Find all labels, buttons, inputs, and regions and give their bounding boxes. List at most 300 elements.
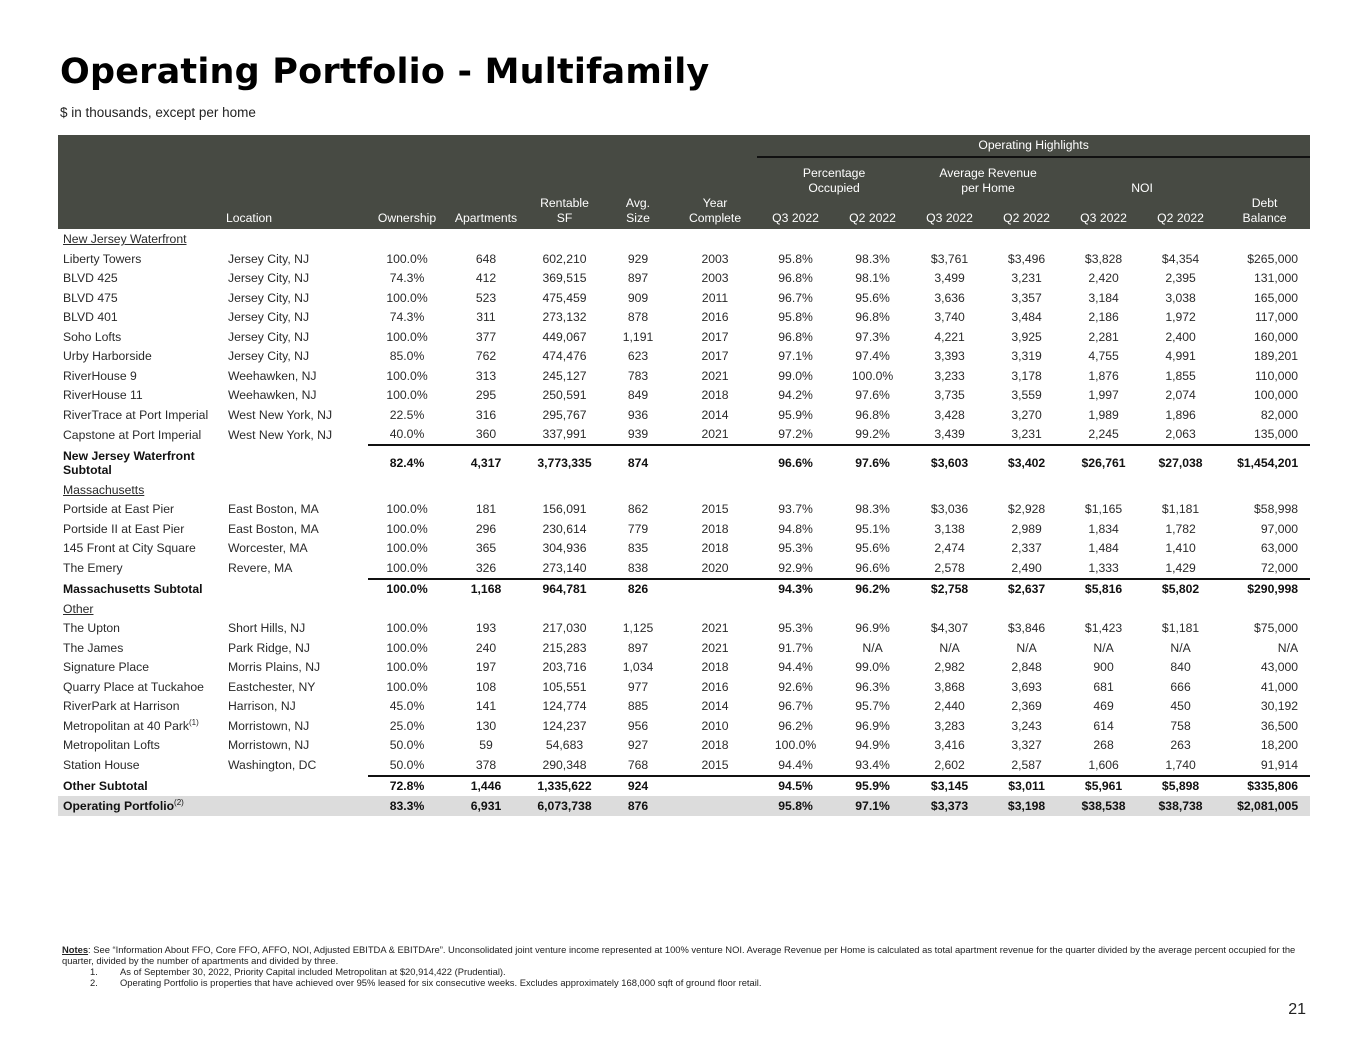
table-row [58,249,1310,269]
avg-size-cell: 849 [627,388,649,403]
ownership-cell: 100.0% [386,541,428,556]
noi-q3-cell: 1,333 [1065,558,1142,579]
section-label: Other [63,601,94,616]
table-row [58,558,1310,579]
occupied-q3-cell: 96.2% [778,718,813,733]
year-complete-cell: 2016 [701,679,729,694]
debt-balance-cell: 110,000 [1254,368,1299,383]
debt-balance-cell: $58,998 [1254,502,1299,517]
apartments-cell: 313 [475,368,497,383]
location-header: Location [220,196,368,229]
table-row [58,736,1310,756]
noi-q3-cell: $1,423 [1084,621,1123,636]
revenue-q2-cell: 3,484 [1011,310,1042,325]
occupied-q2-cell: 100.0% [851,368,894,383]
avg-size-cell: 936 [627,407,649,422]
property-name-cell: RiverTrace at Port Imperial [63,407,209,422]
occupied-q3-cell: 94.8% [778,521,813,536]
property-name-cell: New Jersey Waterfront Subtotal [63,448,195,477]
rentable-sf-cell: 369,515 [542,271,587,286]
apartments-cell: 360 [446,425,526,446]
avg-size-cell: 885 [627,699,649,714]
table-row [58,425,1310,446]
noi-q3-cell: $38,538 [1065,796,1142,816]
noi-q2-cell: 3,038 [1165,290,1196,305]
year-complete-cell: 2021 [701,368,729,383]
year-complete-cell: 2015 [673,755,757,776]
ownership-cell: 100.0% [386,679,428,694]
location-cell: Morristown, NJ [228,718,310,733]
debt-balance-cell: 135,000 [1219,425,1310,446]
noi-q3-cell: 2,281 [1088,329,1119,344]
revenue-q3-cell: 2,578 [911,558,988,579]
section-header-row [58,480,1310,500]
section-header-row [58,229,1310,249]
page-title: Operating Portfolio - Multifamily [60,52,710,92]
year-complete-cell: 2018 [701,738,729,753]
location-cell: West New York, NJ [228,427,333,442]
table-row [58,539,1310,559]
ownership-cell: 100.0% [386,582,428,597]
noi-q3-cell: 614 [1093,718,1114,733]
avg-size-cell: 897 [627,640,649,655]
property-name-cell: Soho Lofts [63,329,122,344]
property-name-cell: Urby Harborside [63,349,152,364]
property-name-cell: The James [63,640,124,655]
location-cell: Jersey City, NJ [228,349,310,364]
revenue-q2-cell: $3,011 [1008,779,1045,794]
subtotal-row [58,776,1310,797]
occupied-q2-cell: 96.9% [855,718,890,733]
occupied-q2-cell: 97.6% [855,388,890,403]
avg-size-cell: 783 [627,368,649,383]
noi-q2-cell: 1,429 [1142,558,1219,579]
noi-q2-cell: 2,063 [1142,425,1219,446]
apartments-cell: 316 [475,407,497,422]
apartments-cell: 378 [446,755,526,776]
year-complete-cell: 2018 [701,541,729,556]
table-row [58,500,1310,520]
table-header [58,135,1310,229]
property-name-cell: Capstone at Port Imperial [63,427,202,442]
occupied-q2-cell: 97.6% [855,456,890,470]
apartments-cell: 181 [475,502,497,517]
avg-size-cell: 876 [603,796,673,816]
rentable-sf-cell: 602,210 [542,251,587,266]
table-row [58,677,1310,697]
operating-highlights-header: Operating Highlights [757,135,1310,157]
debt-balance-cell: 43,000 [1260,660,1299,675]
noi-q2-cell: 1,740 [1142,755,1219,776]
table-body [58,229,1310,816]
table-row [58,405,1310,425]
noi-q2-cell: 263 [1170,738,1191,753]
occupied-q3-cell: 96.8% [778,329,813,344]
location-cell: East Boston, MA [228,502,319,517]
year-complete-cell: 2017 [701,329,729,344]
year-complete-cell: 2018 [701,660,729,675]
apartments-cell: 365 [475,541,497,556]
location-cell: Morristown, NJ [228,738,310,753]
revenue-q2-cell: 3,327 [1011,738,1042,753]
ownership-cell: 72.8% [389,779,425,794]
year-complete-cell: 2014 [701,407,729,422]
occupied-q2-cell: 95.9% [855,779,890,794]
page-number: 21 [1288,1001,1306,1018]
ownership-cell: 100.0% [386,368,428,383]
debt-balance-cell: 63,000 [1260,541,1299,556]
revenue-q2-cell: $3,496 [1007,251,1046,266]
avg-size-cell: 977 [627,679,649,694]
noi-q2-cell: 450 [1170,699,1191,714]
location-cell: Weehawken, NJ [228,368,317,383]
ownership-cell: 100.0% [386,640,428,655]
rentable-sf-cell: 295,767 [542,407,587,422]
avg-size-cell: 897 [627,271,649,286]
occupied-q3-cell: 96.8% [778,271,813,286]
noi-q3-cell: 469 [1093,699,1114,714]
avg-size-cell: 1,125 [622,621,654,636]
location-cell: Jersey City, NJ [228,271,310,286]
rentable-sf-cell: 230,614 [542,521,587,536]
revenue-q2-cell: $2,637 [1007,582,1046,597]
occupied-q2-cell: 95.6% [855,541,890,556]
location-cell: West New York, NJ [228,407,333,422]
revenue-q2-cell: 2,587 [988,755,1065,776]
revenue-q3-cell: 3,428 [934,407,965,422]
rentable-sf-cell: 105,551 [542,679,587,694]
noi-q3-cell: 2,186 [1088,310,1119,325]
noi-q2-cell: 1,782 [1165,521,1196,536]
revenue-q3-cell: 3,868 [934,679,965,694]
revenue-q2-cell: $2,928 [1007,502,1046,517]
noi-q3-cell: $1,165 [1084,502,1123,517]
property-name-cell: Metropolitan at 40 Park$^{(1)}$ [63,718,199,734]
rentable-sf-cell: 124,237 [542,718,587,733]
apartments-cell: 523 [475,290,497,305]
rentable-sf-cell: 1,335,622 [537,779,592,794]
revenue-q3-cell: $2,758 [930,582,969,597]
revenue-q3-cell: $3,761 [930,251,969,266]
property-name-cell: Portside II at East Pier [63,521,185,536]
noi-q3-cell: 4,755 [1088,349,1119,364]
rentable-sf-cell: 203,716 [542,660,587,675]
ownership-cell: 22.5% [389,407,425,422]
occupied-q3-cell: 95.3% [778,541,813,556]
revenue-q2-cell: 3,357 [1011,290,1042,305]
revenue-q2-cell: N/A [1016,640,1037,655]
noi-q2-cell: 2,074 [1165,388,1196,403]
property-name-cell: BLVD 475 [63,290,118,305]
revenue-q2-cell: 2,490 [988,558,1065,579]
property-name-cell: BLVD 425 [63,271,118,286]
noi-q3-cell: $5,816 [1084,582,1123,597]
rentable-sf-cell: 215,283 [542,640,587,655]
debt-balance-header: Debt Balance [1219,196,1310,229]
noi-q2-header: Q2 2022 [1142,196,1219,229]
year-complete-cell: 2021 [701,640,729,655]
year-complete-cell: 2018 [701,388,729,403]
revenue-q2-cell: 2,369 [1011,699,1042,714]
footnote-1: 1. As of September 30, 2022, Priority Capital included Metropolitan at $20,914,422 (Prudential). [90,966,506,977]
ownership-cell: 100.0% [368,558,446,579]
year-complete-cell: 2021 [701,621,729,636]
revenue-q3-cell: 3,416 [934,738,965,753]
occupied-q3-cell: 91.7% [778,640,813,655]
avg-size-cell: 939 [603,425,673,446]
revenue-q3-cell: 2,602 [911,755,988,776]
rentable-sf-cell: 250,591 [542,388,587,403]
property-name-cell: Other Subtotal [63,778,148,793]
table-row [58,716,1310,736]
ownership-cell: 50.0% [389,738,425,753]
noi-q2-cell: 666 [1170,679,1191,694]
year-complete-cell: 2020 [673,558,757,579]
apartments-cell: 193 [475,621,497,636]
location-cell [220,776,368,797]
year-complete-cell: 2011 [701,290,729,305]
avg-size-cell: 874 [627,456,649,470]
apartments-cell: 6,931 [446,796,526,816]
debt-balance-cell: 189,201 [1254,349,1299,364]
notes-paragraph [62,944,1307,966]
occupied-q3-cell: 93.7% [778,502,813,517]
noi-q2-cell: 1,855 [1165,368,1196,383]
noi-q2-cell: $27,038 [1158,456,1203,470]
noi-q2-cell: 2,395 [1165,271,1196,286]
avg-size-cell: 927 [627,738,649,753]
apartments-cell: 1,446 [470,779,502,794]
noi-q3-cell: 3,184 [1088,290,1119,305]
noi-q3-cell: 268 [1093,738,1114,753]
noi-q2-cell: 758 [1170,718,1191,733]
rentable-sf-cell: 290,348 [526,755,603,776]
location-cell: Short Hills, NJ [228,621,306,636]
rentable-sf-cell: 474,476 [542,349,587,364]
revenue-q2-cell: 3,231 [1011,271,1042,286]
occupied-q3-header: Q3 2022 [757,196,834,229]
revenue-q3-cell: $3,603 [930,456,969,470]
debt-balance-cell: 160,000 [1254,329,1299,344]
debt-balance-cell: 18,200 [1260,738,1299,753]
noi-q3-cell: 2,420 [1088,271,1119,286]
rentable-sf-header: Rentable SF [526,196,603,229]
debt-balance-cell: 117,000 [1254,310,1299,325]
location-cell [220,579,368,600]
occupied-q2-cell: 95.6% [855,290,890,305]
occupied-q3-cell: 97.1% [778,349,813,364]
ownership-cell: 74.3% [389,310,425,325]
noi-q2-cell: 1,410 [1165,541,1196,556]
notes-section [62,944,1307,988]
ownership-cell: 25.0% [389,718,425,733]
occupied-q2-cell: 96.3% [855,679,890,694]
ownership-cell: 74.3% [389,271,425,286]
revenue-q3-cell: 3,393 [934,349,965,364]
portfolio-table-container [58,135,1305,816]
table-row [58,519,1310,539]
ownership-cell: 45.0% [389,699,425,714]
apartments-cell: 130 [475,718,497,733]
location-cell: Weehawken, NJ [228,388,317,403]
ownership-cell: 85.0% [389,349,425,364]
location-cell: East Boston, MA [228,521,319,536]
avg-size-cell: 768 [603,755,673,776]
revenue-q3-cell: N/A [939,640,960,655]
subtotal-row [58,445,1310,480]
noi-q2-cell: $1,181 [1161,502,1200,517]
debt-balance-cell: 165,000 [1254,290,1299,305]
noi-q3-cell: $3,828 [1084,251,1123,266]
page-subtitle: $ in thousands, except per home [60,105,256,120]
location-cell: Worcester, MA [228,541,308,556]
noi-q2-cell: 4,991 [1165,349,1196,364]
noi-q2-cell: 840 [1170,660,1191,675]
ownership-cell: 50.0% [368,755,446,776]
section-label: Massachusetts [63,482,145,497]
ownership-cell: 100.0% [386,502,428,517]
occupied-q3-cell: 94.3% [778,582,813,597]
occupied-q3-cell: 94.2% [778,388,813,403]
property-name-cell: Metropolitan Lofts [63,738,160,753]
apartments-cell: 141 [475,699,497,714]
occupied-q2-cell: 98.3% [855,502,890,517]
table-row [58,386,1310,406]
avg-size-cell: 956 [627,718,649,733]
avg-size-cell: 623 [627,349,649,364]
section-label: New Jersey Waterfront [63,232,187,247]
footnote-ref: (2) [174,798,184,808]
avg-size-cell: 826 [627,582,649,597]
apartments-cell: 326 [446,558,526,579]
ownership-cell: 100.0% [386,329,428,344]
property-name-cell: The Emery [63,561,123,576]
revenue-q3-cell: 3,740 [934,310,965,325]
occupied-q2-cell: 98.3% [855,251,890,266]
subtotal-row [58,579,1310,600]
year-complete-cell: 2017 [701,349,729,364]
revenue-q2-cell: 3,559 [1011,388,1042,403]
avg-size-cell: 779 [627,521,649,536]
revenue-q3-cell: 2,474 [934,541,965,556]
revenue-q3-header: Q3 2022 [911,196,988,229]
avg-size-cell: 1,191 [622,329,654,344]
avg-size-cell: 909 [627,290,649,305]
revenue-q2-cell: 3,319 [1011,349,1042,364]
revenue-q3-cell: 3,735 [934,388,965,403]
revenue-q3-cell: 3,283 [934,718,965,733]
debt-balance-cell: 131,000 [1254,271,1299,286]
location-cell: Park Ridge, NJ [228,640,310,655]
year-complete-cell: 2021 [673,425,757,446]
occupied-q2-cell: 98.1% [855,271,890,286]
revenue-q3-cell: 3,439 [911,425,988,446]
occupied-q2-cell: 94.9% [855,738,890,753]
table-row [58,697,1310,717]
noi-q3-cell: 681 [1093,679,1114,694]
apartments-header: Apartments [446,196,526,229]
occupied-q2-cell: 96.8% [855,407,890,422]
occupied-q2-cell: 97.3% [855,329,890,344]
ownership-cell: 100.0% [386,290,428,305]
property-name-cell: RiverHouse 11 [63,388,143,403]
noi-q2-cell: 1,896 [1165,407,1196,422]
rentable-sf-cell: 6,073,738 [526,796,603,816]
year-complete-cell: 2003 [701,251,729,266]
noi-q3-cell: 1,484 [1088,541,1119,556]
rentable-sf-cell: 304,936 [542,541,587,556]
noi-q3-cell: 1,834 [1088,521,1119,536]
table-row [58,658,1310,678]
rentable-sf-cell: 475,459 [542,290,587,305]
noi-q2-cell: $38,738 [1142,796,1219,816]
notes-label: Notes [62,944,89,955]
rentable-sf-cell: 54,683 [545,738,584,753]
apartments-cell: 4,317 [470,456,502,470]
revenue-q3-cell: 3,499 [934,271,965,286]
debt-balance-cell: N/A [1277,640,1299,655]
noi-q3-header: Q3 2022 [1065,196,1142,229]
debt-balance-cell: 100,000 [1254,388,1299,403]
occupied-q3-cell: 95.8% [778,251,813,266]
ownership-cell: 83.3% [368,796,446,816]
property-name-cell: Massachusetts Subtotal [63,581,203,596]
revenue-q3-cell: 2,440 [934,699,965,714]
year-complete-cell [673,445,757,480]
table-row [58,619,1310,639]
occupied-q3-cell: 97.2% [757,425,834,446]
debt-balance-cell: $2,081,005 [1219,796,1310,816]
avg-size-cell: 835 [627,541,649,556]
location-cell [220,796,368,816]
occupied-q2-cell: 96.8% [855,310,890,325]
table-row [58,366,1310,386]
rentable-sf-cell: 156,091 [542,502,587,517]
noi-header: NOI [1065,157,1219,196]
occupied-q3-cell: 95.8% [757,796,834,816]
property-name-cell: Portside at East Pier [63,502,175,517]
avg-size-cell: 929 [627,251,649,266]
property-name-cell: BLVD 401 [63,310,118,325]
occupied-q3-cell: 95.3% [778,621,813,636]
year-complete-cell [673,796,757,816]
noi-q3-cell: N/A [1093,640,1114,655]
property-name-cell: The Upton [63,621,120,636]
revenue-q3-cell: $3,373 [911,796,988,816]
apartments-cell: 762 [475,349,497,364]
section-header-row [58,599,1310,619]
apartments-cell: 197 [475,660,497,675]
year-complete-cell: 2018 [701,521,729,536]
occupied-q2-cell: 97.1% [834,796,911,816]
revenue-q3-cell: $3,145 [930,779,969,794]
avg-size-cell: 878 [627,310,649,325]
avg-size-cell: 862 [627,502,649,517]
table-row [58,269,1310,289]
location-cell: Jersey City, NJ [228,329,310,344]
ownership-cell: 82.4% [389,456,425,470]
revenue-q3-cell: 3,138 [934,521,965,536]
revenue-q3-cell: 3,636 [934,290,965,305]
rentable-sf-cell: 245,127 [542,368,587,383]
table-row [58,638,1310,658]
property-name-cell: Station House [63,758,140,773]
year-complete-cell: 2014 [701,699,729,714]
apartments-cell: 412 [475,271,497,286]
revenue-q2-cell: 2,848 [1011,660,1042,675]
location-cell: Eastchester, NY [228,679,316,694]
footnote-2: 2. Operating Portfolio is properties that have achieved over 95% leased for six consecutive weeks. Excludes approximately 168,000 sqft of ground floor retail. [90,977,762,988]
